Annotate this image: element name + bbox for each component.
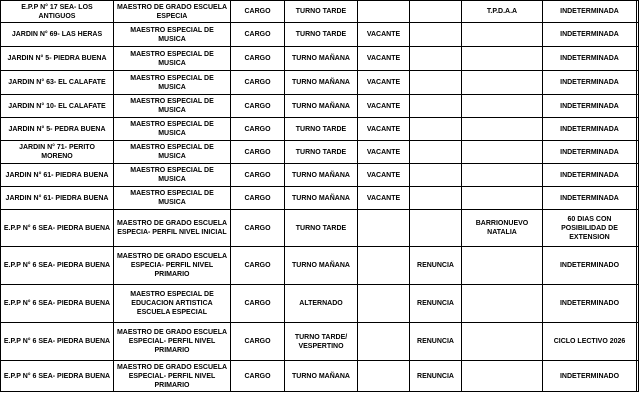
holder-cell[interactable] bbox=[462, 47, 543, 71]
type-cell[interactable]: CARGO bbox=[231, 141, 285, 164]
school-cell[interactable]: E.P.P N° 6 SEA- PIEDRA BUENA bbox=[1, 285, 114, 323]
status-cell[interactable]: VACANTE bbox=[358, 141, 410, 164]
status-cell[interactable] bbox=[358, 1, 410, 23]
duration-cell[interactable]: INDETERMINADA bbox=[543, 47, 637, 71]
status-cell[interactable] bbox=[358, 285, 410, 323]
duration-cell[interactable]: INDETERMINADA bbox=[543, 95, 637, 118]
duration-cell[interactable]: INDETERMINADO bbox=[543, 361, 637, 392]
shift-cell[interactable]: TURNO MAÑANA bbox=[285, 187, 358, 210]
duration-cell[interactable]: INDETERMINADA bbox=[543, 187, 637, 210]
table-row bbox=[1, 1, 639, 23]
type-cell[interactable]: CARGO bbox=[231, 1, 285, 23]
table-row bbox=[1, 285, 639, 323]
shift-cell[interactable]: ALTERNADO bbox=[285, 285, 358, 323]
holder-cell[interactable] bbox=[462, 187, 543, 210]
holder-cell[interactable] bbox=[462, 164, 543, 187]
holder-cell[interactable] bbox=[462, 361, 543, 392]
position-cell[interactable]: MAESTRO ESPECIAL DE MUSICA bbox=[114, 47, 231, 71]
type-cell[interactable]: CARGO bbox=[231, 323, 285, 361]
status-cell[interactable]: VACANTE bbox=[358, 95, 410, 118]
empty-cell[interactable] bbox=[637, 285, 639, 323]
reason-cell[interactable] bbox=[410, 210, 462, 247]
empty-cell[interactable] bbox=[637, 47, 639, 71]
empty-cell[interactable] bbox=[637, 247, 639, 285]
school-cell[interactable]: JARDIN N° 61- PIEDRA BUENA bbox=[1, 187, 114, 210]
position-cell[interactable]: MAESTRO ESPECIAL DE MUSICA bbox=[114, 187, 231, 210]
type-cell[interactable]: CARGO bbox=[231, 23, 285, 47]
holder-cell[interactable]: BARRIONUEVO NATALIA bbox=[462, 210, 543, 247]
holder-cell[interactable] bbox=[462, 118, 543, 141]
school-cell[interactable]: E.P.P N° 6 SEA- PIEDRA BUENA bbox=[1, 323, 114, 361]
holder-cell[interactable] bbox=[462, 95, 543, 118]
type-cell[interactable]: CARGO bbox=[231, 210, 285, 247]
status-cell[interactable]: VACANTE bbox=[358, 23, 410, 47]
duration-cell[interactable]: INDETERMINADO bbox=[543, 247, 637, 285]
holder-cell[interactable] bbox=[462, 285, 543, 323]
empty-cell[interactable] bbox=[637, 210, 639, 247]
type-cell[interactable]: CARGO bbox=[231, 247, 285, 285]
table-row bbox=[1, 118, 639, 141]
status-cell[interactable] bbox=[358, 247, 410, 285]
status-cell[interactable]: VACANTE bbox=[358, 47, 410, 71]
type-cell[interactable]: CARGO bbox=[231, 187, 285, 210]
duration-cell[interactable]: INDETERMINADA bbox=[543, 118, 637, 141]
status-cell[interactable] bbox=[358, 361, 410, 392]
shift-cell[interactable]: TURNO TARDE/ VESPERTINO bbox=[285, 323, 358, 361]
school-cell[interactable]: JARDIN N° 69- LAS HERAS bbox=[1, 23, 114, 47]
position-cell[interactable]: MAESTRO ESPECIAL DE MUSICA bbox=[114, 95, 231, 118]
shift-cell[interactable]: TURNO MAÑANA bbox=[285, 95, 358, 118]
school-cell[interactable]: JARDIN N° 5- PIEDRA BUENA bbox=[1, 47, 114, 71]
shift-cell[interactable]: TURNO MAÑANA bbox=[285, 361, 358, 392]
reason-cell[interactable]: RENUNCIA bbox=[410, 285, 462, 323]
school-cell[interactable]: E.P.P N° 17 SEA- LOS ANTIGUOS bbox=[1, 1, 114, 23]
table-row bbox=[1, 187, 639, 210]
shift-cell[interactable]: TURNO MAÑANA bbox=[285, 71, 358, 95]
table-row bbox=[1, 47, 639, 71]
school-cell[interactable]: JARDIN N° 71- PERITO MORENO bbox=[1, 141, 114, 164]
type-cell[interactable]: CARGO bbox=[231, 285, 285, 323]
empty-cell[interactable] bbox=[637, 187, 639, 210]
position-cell[interactable]: MAESTRO ESPECIAL DE MUSICA bbox=[114, 71, 231, 95]
holder-cell[interactable] bbox=[462, 71, 543, 95]
empty-cell[interactable] bbox=[637, 164, 639, 187]
reason-cell[interactable] bbox=[410, 47, 462, 71]
reason-cell[interactable] bbox=[410, 187, 462, 210]
table-row bbox=[1, 210, 639, 247]
position-cell[interactable]: MAESTRO DE GRADO ESCUELA ESPECIA- PERFIL NIVEL PRIMARIO bbox=[114, 247, 231, 285]
status-cell[interactable] bbox=[358, 210, 410, 247]
reason-cell[interactable] bbox=[410, 23, 462, 47]
position-cell[interactable]: MAESTRO ESPECIAL DE EDUCACION ARTISTICA ESCUELA ESPECIAL bbox=[114, 285, 231, 323]
position-cell[interactable]: MAESTRO ESPECIAL DE MUSICA bbox=[114, 141, 231, 164]
reason-cell[interactable]: RENUNCIA bbox=[410, 323, 462, 361]
holder-cell[interactable] bbox=[462, 23, 543, 47]
reason-cell[interactable] bbox=[410, 71, 462, 95]
type-cell[interactable]: CARGO bbox=[231, 361, 285, 392]
shift-cell[interactable]: TURNO TARDE bbox=[285, 210, 358, 247]
duration-cell[interactable]: 60 DIAS CON POSIBILIDAD DE EXTENSION bbox=[543, 210, 637, 247]
duration-cell[interactable]: INDETERMINADA bbox=[543, 1, 637, 23]
empty-cell[interactable] bbox=[637, 118, 639, 141]
holder-cell[interactable]: T.P.D.A.A bbox=[462, 1, 543, 23]
status-cell[interactable]: VACANTE bbox=[358, 187, 410, 210]
table-row bbox=[1, 361, 639, 392]
empty-cell[interactable] bbox=[637, 323, 639, 361]
holder-cell[interactable] bbox=[462, 247, 543, 285]
shift-cell[interactable]: TURNO MAÑANA bbox=[285, 247, 358, 285]
position-cell[interactable]: MAESTRO DE GRADO ESCUELA ESPECIA- PERFIL NIVEL INICIAL bbox=[114, 210, 231, 247]
reason-cell[interactable] bbox=[410, 141, 462, 164]
table-row bbox=[1, 71, 639, 95]
duration-cell[interactable]: INDETERMINADA bbox=[543, 164, 637, 187]
type-cell[interactable]: CARGO bbox=[231, 71, 285, 95]
shift-cell[interactable]: TURNO TARDE bbox=[285, 23, 358, 47]
shift-cell[interactable]: TURNO MAÑANA bbox=[285, 164, 358, 187]
table-row bbox=[1, 141, 639, 164]
empty-cell[interactable] bbox=[637, 1, 639, 23]
school-cell[interactable]: JARDIN N° 5- PEDRA BUENA bbox=[1, 118, 114, 141]
reason-cell[interactable] bbox=[410, 164, 462, 187]
status-cell[interactable]: VACANTE bbox=[358, 71, 410, 95]
duration-cell[interactable]: INDETERMINADO bbox=[543, 285, 637, 323]
empty-cell[interactable] bbox=[637, 71, 639, 95]
school-cell[interactable]: E.P.P N° 6 SEA- PIEDRA BUENA bbox=[1, 247, 114, 285]
table-row bbox=[1, 23, 639, 47]
table-row bbox=[1, 164, 639, 187]
type-cell[interactable]: CARGO bbox=[231, 95, 285, 118]
school-cell[interactable]: E.P.P N° 6 SEA- PIEDRA BUENA bbox=[1, 210, 114, 247]
type-cell[interactable]: CARGO bbox=[231, 164, 285, 187]
status-cell[interactable] bbox=[358, 323, 410, 361]
empty-cell[interactable] bbox=[637, 23, 639, 47]
position-cell[interactable]: MAESTRO DE GRADO ESCUELA ESPECIAL- PERFIL NIVEL PRIMARIO bbox=[114, 361, 231, 392]
shift-cell[interactable]: TURNO MAÑANA bbox=[285, 47, 358, 71]
holder-cell[interactable] bbox=[462, 323, 543, 361]
table-row bbox=[1, 323, 639, 361]
table-row bbox=[1, 95, 639, 118]
school-cell[interactable]: JARDIN N° 10- EL CALAFATE bbox=[1, 95, 114, 118]
duration-cell[interactable]: INDETERMINADA bbox=[543, 23, 637, 47]
duration-cell[interactable]: INDETERMINADA bbox=[543, 141, 637, 164]
position-cell[interactable]: MAESTRO ESPECIAL DE MUSICA bbox=[114, 118, 231, 141]
position-cell[interactable]: MAESTRO DE GRADO ESCUELA ESPECIA bbox=[114, 1, 231, 23]
status-cell[interactable]: VACANTE bbox=[358, 118, 410, 141]
empty-cell[interactable] bbox=[637, 361, 639, 392]
shift-cell[interactable]: TURNO TARDE bbox=[285, 1, 358, 23]
position-cell[interactable]: MAESTRO ESPECIAL DE MUSICA bbox=[114, 164, 231, 187]
school-cell[interactable]: E.P.P N° 6 SEA- PIEDRA BUENA bbox=[1, 361, 114, 392]
school-cell[interactable]: JARDIN N° 63- EL CALAFATE bbox=[1, 71, 114, 95]
reason-cell[interactable] bbox=[410, 118, 462, 141]
reason-cell[interactable] bbox=[410, 1, 462, 23]
duration-cell[interactable]: INDETERMINADA bbox=[543, 71, 637, 95]
shift-cell[interactable]: TURNO TARDE bbox=[285, 141, 358, 164]
empty-cell[interactable] bbox=[637, 95, 639, 118]
position-cell[interactable]: MAESTRO ESPECIAL DE MUSICA bbox=[114, 23, 231, 47]
table-row bbox=[1, 247, 639, 285]
type-cell[interactable]: CARGO bbox=[231, 47, 285, 71]
empty-cell[interactable] bbox=[637, 141, 639, 164]
duration-cell[interactable]: CICLO LECTIVO 2026 bbox=[543, 323, 637, 361]
reason-cell[interactable] bbox=[410, 95, 462, 118]
table-body bbox=[1, 1, 639, 392]
holder-cell[interactable] bbox=[462, 141, 543, 164]
reason-cell[interactable]: RENUNCIA bbox=[410, 361, 462, 392]
status-cell[interactable]: VACANTE bbox=[358, 164, 410, 187]
position-cell[interactable]: MAESTRO DE GRADO ESCUELA ESPECIAL- PERFIL NIVEL PRIMARIO bbox=[114, 323, 231, 361]
shift-cell[interactable]: TURNO TARDE bbox=[285, 118, 358, 141]
school-cell[interactable]: JARDIN N° 61- PIEDRA BUENA bbox=[1, 164, 114, 187]
reason-cell[interactable]: RENUNCIA bbox=[410, 247, 462, 285]
type-cell[interactable]: CARGO bbox=[231, 118, 285, 141]
